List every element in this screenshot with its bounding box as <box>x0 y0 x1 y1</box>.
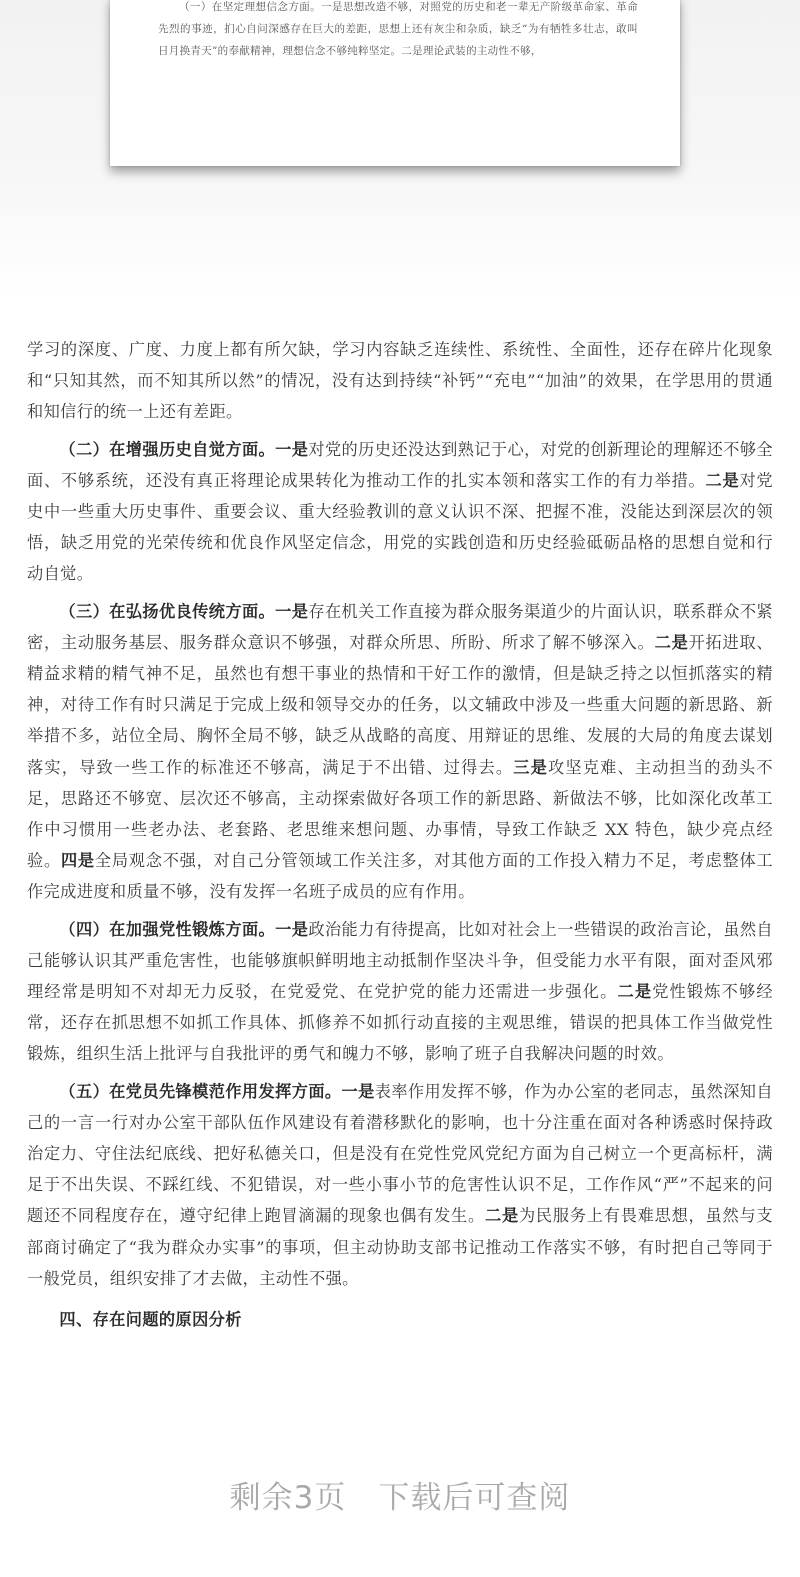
paragraph-heading: （四）在加强党性锻炼方面。 <box>59 919 276 939</box>
paragraph-heading: （三）在弘扬优良传统方面。 <box>59 601 276 621</box>
point-marker: 一是 <box>275 601 309 621</box>
point-marker: 一是 <box>275 919 309 939</box>
point-marker: 二是 <box>654 632 689 652</box>
paragraph-heading: （五）在党员先锋模范作用发挥方面。 <box>59 1081 342 1101</box>
point-marker: 四是 <box>60 851 95 871</box>
point-marker: 一是 <box>341 1081 375 1101</box>
point-marker: 二是 <box>705 470 740 490</box>
remaining-pages-notice[interactable]: 剩余3页 下载后可查阅 <box>229 1480 571 1516</box>
paragraph-text: 对党史中一些重大历史事件、重要会议、重大经验教训的意义认识不深、把握不准，没能达到深层次的领悟，缺乏用党的光荣传统和优良作风坚定信念，用党的实践创造和历史经验砥砺品格的思想自觉和行动自觉。 <box>27 470 773 584</box>
paragraph-text: 为民服务上有畏难思想，虽然与支部商讨确定了“我为群众办实事”的事项，但主动协助支部书记推动工作落实不够，有时把自己等同于一般党员，组织安排了才去做，主动性不强。 <box>27 1206 773 1288</box>
section-heading: 四、存在问题的原因分析 <box>59 1310 242 1330</box>
paragraph-text: 党性锻炼不够经常，还存在抓思想不如抓工作具体、抓修养不如抓行动直接的主观思维，错误的把具体工作当做党性锻炼，组织生活上批评与自我批评的勇气和魄力不够，影响了班子自我解决问题的时效。 <box>27 982 773 1064</box>
paragraph-text: 开拓进取、精益求精的精气神不足，虽然也有想干事业的热情和干好工作的激情，但是缺乏持之以恒抓落实的精神，对待工作有时只满足于完成上级和领导交办的任务，以文辅政中涉及一些重大问题的新思路、新举措不多，站位全局、胸怀全局不够，缺乏从战略的高度、用辩证的思维、发展的大局的角度去谋划落实，导致一些工作的标准还不够高，满足于不出错、过得去。 <box>27 632 773 777</box>
preview-text: （一）在坚定理想信念方面。一是思想改造不够，对照党的历史和老一辈无产阶级革命家、革命先烈的事迹，扪心自问深感存在巨大的差距，思想上还有灰尘和杂质，缺乏“为有牺牲多壮志，敢叫日月换青天”的奉献精神，理想信念不够纯粹坚定。二是理论武装的主动性不够， <box>158 1 638 57</box>
point-marker: 二是 <box>485 1206 519 1226</box>
paragraph-text: 对党的历史还没达到熟记于心，对党的创新理论的理解还不够全面、不够系统，还没有真正将理论成果转化为推动工作的扎实本领和落实工作的有力举措。 <box>27 439 774 490</box>
document-preview-thumbnail <box>110 0 680 166</box>
paragraph-text: 全局观念不强，对自己分管领域工作关注多，对其他方面的工作投入精力不足，考虑整体工作完成进度和质量不够，没有发挥一名班子成员的应有作用。 <box>27 851 773 902</box>
paragraph-history-awareness <box>27 434 773 590</box>
point-marker: 三是 <box>513 757 548 777</box>
paragraph-fine-traditions <box>27 596 773 908</box>
document-body <box>27 334 773 1335</box>
paragraph-party-training <box>27 914 773 1070</box>
paragraph-text: 表率作用发挥不够，作为办公室的老同志，虽然深知自己的一言一行对办公室干部队伍作风建设有着潜移默化的影响，也十分注重在面对各种诱惑时保持政治定力、守住法纪底线、把好私德关口，但是没有在党性党风党纪方面为自己树立一个更高标杆，满足于不出失误、不踩红线、不犯错误，对一些小事小节的危害性认识不足，工作作风“严”不起来的问题还不同程度存在，遵守纪律上跑冒滴漏的现象也偶有发生。 <box>27 1081 773 1226</box>
point-marker: 一是 <box>275 439 309 459</box>
paragraph-vanguard-role <box>27 1076 773 1294</box>
paragraph-heading: （二）在增强历史自觉方面。 <box>59 439 276 459</box>
paragraph-text: 存在机关工作直接为群众服务渠道少的片面认识，联系群众不紧密，主动服务基层、服务群众意识不够强，对群众所思、所盼、所求了解不够深入。 <box>27 601 774 652</box>
point-marker: 二是 <box>617 982 653 1002</box>
paragraph-text: 政治能力有待提高，比如对社会上一些错误的政治言论，虽然自己能够认识其严重危害性，也能够旗帜鲜明地主动抵制作坚决斗争，但受能力水平有限，面对歪风邪理经常是明知不对却无力反驳，在党爱党、在党护党的能力还需进一步强化。 <box>27 919 774 1002</box>
paragraph-text: 攻坚克难、主动担当的劲头不足，思路还不够宽、层次还不够高，主动探索做好各项工作的新思路、新做法不够，比如深化改革工作中习惯用一些老办法、老套路、老思维来想问题、办事情，导致工作缺乏 XX 特色，缺少亮点经验。 <box>27 757 773 871</box>
paragraph-continuation: 学习的深度、广度、力度上都有所欠缺，学习内容缺乏连续性、系统性、全面性，还存在碎片化现象和“只知其然，而不知其所以然”的情况，没有达到持续“补钙”“充电”“加油”的效果，在学思用的贯通和知信行的统一上还有差距。 <box>27 340 773 422</box>
